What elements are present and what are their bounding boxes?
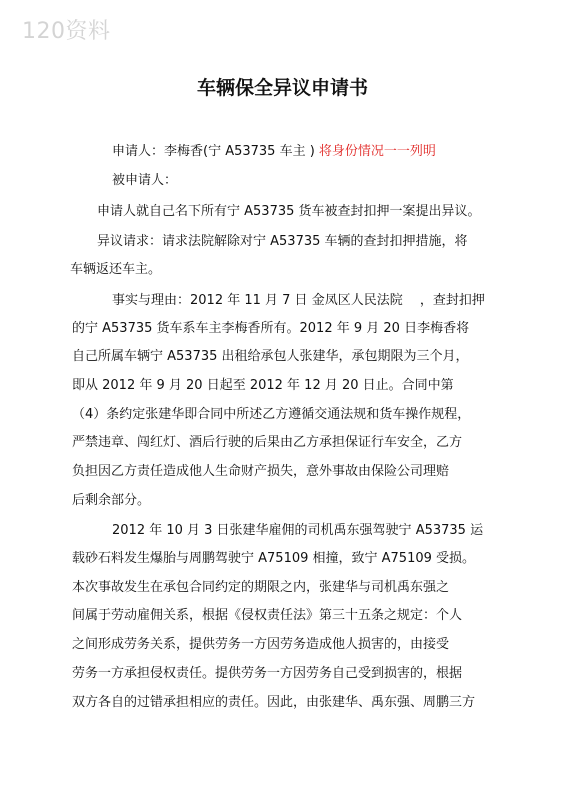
paragraph-line: （4）条约定张建华即合同中所述乙方遵循交通法规和货车操作规程，	[72, 407, 471, 422]
paragraph-line: 后剩余部分。	[72, 493, 151, 508]
paragraph-line: 本次事故发生在承包合同约定的期限之内，张建华与司机禹东强之	[72, 580, 450, 595]
paragraph-line: 之间形成劳务关系，提供劳务一方因劳务造成他人损害的，由接受	[72, 637, 450, 652]
paragraph-line: 申请人就自己名下所有宁 A53735 货车被查封扣押一案提出异议。	[97, 204, 481, 219]
paragraph-line: 事实与理由：2012 年 11 月 7 日 金凤区人民法院 ，查封扣押	[112, 293, 485, 308]
paragraph-line: 双方各自的过错承担相应的责任。因此，由张建华、禹东强、周鹏三方	[72, 695, 476, 710]
paragraph-line: 载砂石料发生爆胎与周鹏驾驶宁 A75109 相撞，致宁 A75109 受损。	[72, 551, 476, 566]
applicant-line	[112, 143, 436, 161]
respondent-line: 被申请人：	[112, 173, 178, 188]
paragraph-line: 车辆返还车主。	[70, 262, 162, 277]
document-title: 车辆保全异议申请书	[196, 77, 368, 99]
paragraph-line: 间属于劳动雇佣关系，根据《侵权责任法》第三十五条之规定：个人	[72, 608, 463, 623]
paragraph-line: 劳务一方承担侵权责任。提供劳务一方因劳务自己受到损害的，根据	[72, 666, 463, 681]
applicant-note: 将身份情况一一列明	[318, 144, 436, 159]
paragraph-line: 异议请求：请求法院解除对宁 A53735 车辆的查封扣押措施，将	[97, 234, 468, 249]
paragraph-line: 的宁 A53735 货车系车主李梅香所有。2012 年 9 月 20 日李梅香将	[72, 321, 470, 336]
paragraph-line: 负担因乙方责任造成他人生命财产损失，意外事故由保险公司理赔	[72, 464, 450, 479]
paragraph-line: 自己所属车辆宁 A53735 出租给承包人张建华，承包期限为三个月，	[72, 349, 469, 364]
paragraph-line: 即从 2012 年 9 月 20 日起至 2012 年 12 月 20 日止。合同中第	[72, 378, 454, 393]
watermark-text: 120资料	[22, 19, 111, 44]
paragraph-line: 2012 年 10 月 3 日张建华雇佣的司机禹东强驾驶宁 A53735 运	[112, 523, 484, 538]
paragraph-line: 严禁违章、闯红灯、酒后行驶的后果由乙方承担保证行车安全，乙方	[72, 435, 463, 450]
applicant-label: 申请人：李梅香(宁 A53735 车主 )	[112, 144, 319, 159]
